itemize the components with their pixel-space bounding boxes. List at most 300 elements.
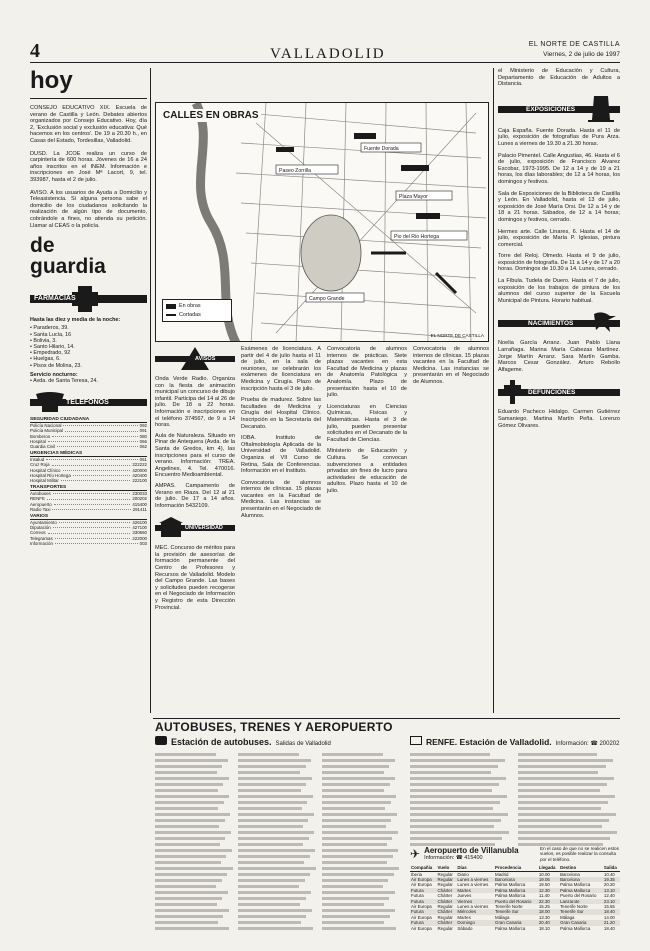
renfe-schedule-text [518,750,621,849]
map-label: Fuente Dorada [364,146,399,152]
schedule-line [322,879,389,882]
schedule-line [518,783,607,786]
phone-group-header: TRANSPORTES [30,485,147,491]
schedule-line [238,855,309,858]
schedule-line [518,753,598,756]
nocturno-label: Servicio nocturno: [30,371,78,378]
map-label: Campo Grande [309,296,345,302]
schedule-line [238,885,299,888]
flight-cell: Gran Canaria [494,920,538,925]
flight-cell: Tenerife Norte [495,904,523,910]
flight-cell: 18.40 [603,909,620,914]
farmacia-item: • Huelgas, 6. [30,356,61,363]
guardia-title: de guardia [30,234,106,279]
schedule-line [155,831,231,834]
flight-cell: 19.35 [603,877,620,882]
schedule-line [518,813,616,816]
exposicion-item: Caja España. Fuente Dorada. Hasta el 11 de julio, exposición de fotografías de Pura Arza. Lunes a viernes de 19.30 a 21.30 horas. [498,127,620,147]
flight-cell: 21.20 [603,920,620,925]
renfe-block [410,736,620,849]
phone-row: RENFE 200202 [30,496,147,502]
schedule-line [518,819,609,822]
flights-header-cell: Salida [603,865,620,871]
schedule-line [238,765,305,768]
airport-block [410,846,620,931]
flight-cell: Málaga [560,914,575,920]
map-credit: EL NORTE DE CASTILLA [430,332,484,338]
exposicion-item: Sala de Exposiciones de la Biblioteca de Castilla y León. En Valladolid, hasta el 13 de julio, exposición de José María Orsi. De 12 a 14 y de 18 a 21 horas. Sábados, de 12 a 14 horas; domingos y festivos, cerrado. [498,190,620,223]
map-legend [162,299,232,322]
renfe-title: RENFE. Estación de Valladolid. [426,737,552,747]
schedule-line [322,801,391,804]
phone-row: Telegramas 222000 [30,535,147,541]
renfe-schedule-columns [410,750,620,849]
schedule-line [322,897,389,900]
schedule-line [155,777,229,780]
flights-table [410,865,620,931]
schedule-line [155,813,230,816]
avisos-banner [155,346,235,372]
aviso-item: Aula de Naturaleza. Situado en Pinar de Antequera (Avda. de la Santa de Gredos, km 4), las inscripciones para el curso de verano. Información: TREA. Angelines, 4. Tel. 470016. Encuentro Medioambiental. [155,432,235,479]
university-item: Licenciaturas en Ciencias Químicas, Físicas y Matemáticas. Hasta el 3 de julio, pueden presentar solicitudes en el Decanato de la Facultad de Ciencias. [327,403,407,443]
schedule-line [238,753,299,756]
schedule-line [410,837,502,840]
phone-row: Cruz Roja 222222 [30,462,147,468]
bottom-headline: AUTOBUSES, TRENES Y AEROPUERTO [155,720,393,734]
schedule-line [322,825,386,828]
aviso-item: Onda Verde Radio. Organiza con la fiesta de animación municipal un concurso de dibujo infantil. Participa del 14 al 26 de julio. De 18 a 22 horas. Información e inscripciones en el teléfono 374567, de 9 a 14 horas. [155,376,235,429]
schedule-line [518,759,613,762]
schedule-line [518,837,610,840]
hoy-title: hoy [30,67,73,94]
renfe-schedule-text [410,750,513,849]
schedule-line [155,861,221,864]
flight-cell: Puerto del Rosario [494,899,538,904]
schedule-line [410,753,490,756]
flight-cell: 10.40 [603,871,615,877]
schedule-line [322,861,388,864]
renfe-heading [410,736,620,747]
schedule-line [155,867,233,870]
university-item: Exámenes de licenciatura. A partir del 4 de julio hasta el 11 de julio, en la sala de reuniones, se celebrarán los exámenes de licenciatura en Medicina y Cirugía. Plazo de inscripción hasta el 3 de julio. [241,346,321,392]
phone-row: Hospital Clínico 420000 [30,467,147,473]
phone-row: Información 003 [30,540,147,546]
page-number: 4 [30,40,40,62]
schedule-line [155,921,218,924]
universidad-label: UNIVERSIDAD [185,525,223,532]
exposicion-item: La Fíbula. Tudela de Duero. Hasta el 7 de julio, exposición de los trabajos de pintura de los alumnos del curso superior de la Escuela Municipal de Pintura. Horario habitual. [498,278,620,304]
phone-row: Policía Nacional 092 [30,423,147,429]
flight-cell: Palma Mallorca [560,925,591,931]
masthead-rule [30,62,620,63]
flight-cell: Air Europa [411,914,432,920]
flight-cell: Chárter [437,899,457,904]
schedule-line [322,903,384,906]
flight-cell: Air Europa [411,904,432,910]
schedule-line [518,765,606,768]
schedule-line [155,897,222,900]
schedule-line [238,879,305,882]
schedule-line [238,771,300,774]
schedule-line [410,801,500,804]
schedule-line [155,909,229,912]
schedule-line [155,837,225,840]
schedule-line [238,909,312,912]
schedule-line [322,915,390,918]
universidad-banner [155,513,235,541]
flight-cell: Regular [437,914,453,920]
schedule-line [238,873,310,876]
avisos-column [155,346,235,611]
defunciones-label: DEFUNCIONES [528,389,576,397]
avisos-label: AVISOS [195,356,216,362]
train-icon [410,736,422,745]
schedule-line [410,783,499,786]
flights-header-cell: Llegada [538,865,559,871]
university-item: IOBA. Instituto de Oftalmobiología Aplicada de la Universidad de Valladolid. Organiza el VII Curso de Retina, Sala de Conferencias. Información en el Instituto. [241,435,321,475]
schedule-line [238,759,311,762]
flight-cell: 10.00 [538,871,550,877]
flight-cell: Regular [437,904,453,910]
schedule-line [322,927,396,930]
flight-cell: Tenerife Sur [494,909,538,914]
flight-cell: Air Europa [411,925,432,931]
schedule-line [155,789,218,792]
flight-cell: Chárter [437,920,457,925]
exposicion-item: Palacio Pimentel. Calle Angustias, 46. Hasta el 6 de julio, exposición de Francisco Alvarez Escobar, 1973-1995. De 12 a 14 y de 19 a 21 horas, los días laborables; de 12 a 14 horas, los domingos y festivos. [498,152,620,185]
flight-cell: Futura [410,920,437,925]
schedule-line [410,759,505,762]
bus-schedule-columns [155,750,400,933]
phone-row: Bomberos 080 [30,433,147,439]
exposiciones-banner [498,94,620,124]
map-title: CALLES EN OBRAS [163,110,259,121]
schedule-line [155,879,222,882]
schedule-line [410,813,508,816]
schedule-line [322,867,400,870]
left-column [30,68,147,546]
bus-schedule-text [238,750,316,933]
schedule-line [322,759,395,762]
schedule-line [322,885,383,888]
schedule-line [322,909,396,912]
column-rule [493,68,494,713]
schedule-line [238,915,306,918]
closed-road-swatch [166,314,176,316]
airport-heading [410,846,620,862]
flight-row [410,926,620,931]
schedule-line [322,891,395,894]
schedule-line [155,795,229,798]
schedule-line [518,795,615,798]
bus-icon [155,736,167,745]
work-zone-swatch [166,304,176,309]
schedule-line [238,831,314,834]
schedule-line [155,765,222,768]
flight-cell: Tenerife Sur [559,909,603,914]
schedule-line [238,903,300,906]
schedule-line [518,789,600,792]
flight-cell: Palma Mallorca [495,882,526,888]
schedule-line [238,891,311,894]
schedule-line [518,777,614,780]
nacimientos-label: NACIMIENTOS [528,320,574,328]
flight-cell: Air Europa [410,877,437,882]
flight-cell: Martes [457,914,471,920]
flights-header-cell: Destino [559,865,603,871]
university-item: Ministerio de Educación y Cultura. Se convocan subvenciones a entidades privadas sin fines de lucro para actividades de educación de adultos. Plazo hasta el 10 de julio. [327,448,407,494]
schedule-line [322,807,385,810]
schedule-line [410,807,493,810]
farmacia-item: • Santa Lucía, 16 [30,331,72,338]
hoy-item: CONSEJO EDUCATIVO XIX. Escuela de verano de Castilla y León. Debates abiertos organizados por Consejo Educativo. Hoy, día 2, 'Exclusión social y exclusión educativa: Qué hacemos en los centros'. De 19 a 20.30 h., en Casas del Estado, Tordesillas, Valladolid. [30,105,147,144]
flight-cell: 12.30 [538,888,559,893]
street-map [155,102,489,342]
telefonos-label: TELÉFONOS [66,399,109,407]
flight-cell: 19.50 [538,882,550,888]
phone-row: Insalud 061 [30,457,147,463]
schedule-line [238,783,306,786]
university-column-2 [241,346,321,519]
flight-cell: Barcelona [494,877,538,882]
map-label: Pio del Rio Hortega [394,234,439,240]
flight-cell: Regular [437,877,457,882]
flight-cell: Lunes a viernes [456,877,494,882]
section-name: VALLADOLID [270,46,386,62]
schedule-line [238,849,315,852]
schedule-line [410,795,507,798]
schedule-line [238,897,305,900]
flight-cell: Futura [411,893,424,899]
aviso-item: AMPAS. Campamento de Verano en Riaza. Del 12 al 21 de julio. De 17 a 14 años. Información 5432109. [155,482,235,509]
flight-cell: Futura [410,909,437,914]
schedule-line [155,819,225,822]
nocturno-item: • Avda. de Santa Teresa, 24. [30,377,98,384]
flight-cell: Iberia [411,871,422,877]
schedule-line [518,825,602,828]
farmacias-intro: Hasta las diez y media de la noche: [30,317,121,324]
schedule-line [410,777,506,780]
filler-column [413,346,489,386]
universidad-intro: MEC. Concurso de méritos para la provisión de asesorías de formación permanente del Centro de Profesores y Recursos de Valladolid. Modelo del Campo Grande. Las bases y solicitudes pueden recogerse en el Negociado de Información y Registro de esta Dirección Provincial. [155,545,235,611]
flight-cell: Lunes a viernes [457,882,489,888]
flight-cell: Viernes [456,899,494,904]
schedule-line [155,801,224,804]
schedule-line [238,927,312,930]
schedule-line [322,795,396,798]
schedule-line [410,765,498,768]
university-item: Convocatoria de alumnos internos de prácticas. Siete plazas vacantes en esta Facultad de Medicina y plazas de Anatomía Patológica y Anatomía. Plazo de presentación hasta el 10 de julio. [327,346,407,399]
schedule-line [238,825,302,828]
exposiciones-label: EXPOSICIONES [526,105,576,113]
schedule-line [155,807,218,810]
flight-cell: Madrid [495,871,509,877]
phone-row: Aeropuerto 415400 [30,501,147,507]
schedule-line [155,855,226,858]
bottom-rule [153,718,620,719]
airport-phone: Información: ☎ 415400 [424,855,483,861]
flight-cell: 15.25 [538,904,550,910]
schedule-line [155,927,229,930]
airplane-icon: ✈ [410,846,421,861]
flight-cell: Regular [437,925,453,931]
university-column-3 [327,346,407,494]
flights-header-cell: Días [456,865,494,871]
phone-row: Autobuses 230033 [30,491,147,497]
flight-cell: 22.30 [538,899,559,904]
flights-header-cell: Compañía [410,865,437,871]
flight-row [410,893,620,898]
schedule-line [238,921,301,924]
university-item: Convocatoria de alumnos internos de clínicas. 15 plazas vacantes en la Facultad de Medicina. Las instancias se presentarán en el Negociado de Alumnos. [413,346,489,385]
schedule-line [155,891,228,894]
flight-cell: 13.30 [538,914,550,920]
schedule-line [155,843,220,846]
flights-header-cell: Procedencia [494,865,538,871]
flight-cell: Regular [437,871,453,877]
phone-row: Hospital Río Hortega 420400 [30,472,147,478]
farmacia-item: • Pisos de Molina, 23. [30,362,82,369]
schedule-line [322,837,392,840]
flight-cell: Chárter [437,909,457,914]
hoy-item: AVISO. A los usuarios de Ayuda a Domicilio y Teleasistencia. Si alguna persona sabe el domicilio de los ciudadanos solicitando la realización de algún tipo de documento, cobrándole a fines, no atienda su petición. Llamar al CEAS o la policía. [30,189,147,229]
schedule-line [410,771,491,774]
flight-cell: 12.40 [603,893,615,899]
airport-title: Aeropuerto de Villanubla [424,846,519,855]
university-item: Convocatoria de alumnos internos de clínicas. 15 plazas vacantes en la Facultad de Medicina. Las instancias se presentarán en el Negociado de Alumnos. [241,479,321,519]
flight-cell: Diario [457,871,469,877]
schedule-line [322,771,384,774]
airport-note: En el caso de que no se realicen estos vuelos, es posible realizar la consulta por el teléfono. [540,846,619,862]
schedule-line [518,807,601,810]
flight-cell: Martes [456,888,494,893]
schedule-line [238,837,308,840]
schedule-line [410,819,501,822]
phone-group-header: VARIOS [30,514,147,520]
farmacias-list [30,325,147,368]
flight-cell: Regular [437,882,453,888]
flight-cell: 23.10 [603,899,620,904]
schedule-line [238,819,308,822]
paper-name: EL NORTE DE CASTILLA [528,41,620,48]
flight-cell: 11.40 [538,893,550,899]
flight-cell: Palma Mallorca [560,882,591,888]
bus-title: Estación de autobuses. [171,737,272,747]
flight-cell: Jueves [457,893,472,899]
bus-station-block [155,736,400,933]
schedule-line [238,801,307,804]
nacimientos-banner [498,310,620,336]
schedule-line [155,783,223,786]
legend-item: Cortadas [166,312,228,318]
flight-cell: Málaga [495,914,510,920]
university-item: Prueba de madurez. Sobre las facultades de Medicina y Cirugía del Hospital Clínico. Inscripción en la Secretaría del Decanato. [241,397,321,430]
flight-cell: Lanzarote [559,899,603,904]
phone-row: Ayuntamiento 426100 [30,519,147,525]
schedule-line [322,831,398,834]
map-label: Plaza Mayor [399,194,428,200]
schedule-line [322,819,392,822]
farmacia-item: • Empedrado, 92 [30,350,71,357]
nacimientos-text: Noelia García Arranz. Juan Pablo Llana Larrañaga. Marina María Cabezas Martínez. Jorge Martín Arranz. Sara Martín Gamba. Marcos Cesar González. Arturo Rebollo Alfageme. [498,340,620,373]
phone-row: Hospital 066 [30,438,147,444]
defunciones-banner [498,379,620,405]
farmacia-item: • Santo Hilario, 14. [30,343,75,350]
schedule-line [322,873,394,876]
flight-cell: Palma Mallorca [495,893,526,899]
schedule-line [322,855,393,858]
schedule-line [238,777,312,780]
schedule-line [238,843,303,846]
schedule-line [322,843,387,846]
flight-cell: 15.55 [603,904,615,910]
right-intro: el Ministerio de Educación y Cultura, Departamento de Educación de Adultos a Distancia. [498,68,620,88]
phone-row: Correos 330660 [30,530,147,536]
schedule-line [155,825,219,828]
schedule-line [238,795,312,798]
flight-cell: Palma Mallorca [495,925,526,931]
hoy-item: DUSD. La JCOE realiza un curso de carpintería de 600 horas. Jóvenes de 16 a 24 años inscritos en el INEM. Información e inscripciones en José Mª Lacort, 9, tel. 393987, hasta el 2 de julio. [30,150,147,183]
schedule-line [322,813,397,816]
phone-group-header: SEGURIDAD CIUDADANA [30,417,147,423]
schedule-line [322,777,396,780]
schedule-line [322,753,383,756]
schedule-line [410,825,494,828]
schedule-line [238,861,304,864]
schedule-line [322,789,385,792]
flight-cell: Tenerife Norte [560,904,588,910]
flight-cell: Chárter [437,893,453,899]
flight-cell: Barcelona [560,871,580,877]
flight-cell: Palma Mallorca [494,888,538,893]
flight-cell: Lunes a viernes [457,904,489,910]
bus-schedule-text [155,750,233,933]
flight-cell: 18.40 [603,925,615,931]
flight-cell: Domingo [456,920,494,925]
schedule-line [155,849,232,852]
farmacias-banner [30,283,147,313]
schedule-line [155,873,227,876]
schedule-line [518,771,599,774]
telefonos-banner [30,390,147,414]
schedule-line [155,753,216,756]
flight-cell: Futura [410,899,437,904]
phone-row: Diputación 427100 [30,525,147,531]
schedule-line [155,885,216,888]
flights-header-cell: Vuelo [437,865,457,871]
schedule-line [155,903,217,906]
renfe-info: Información: ☎ 200202 [555,741,620,747]
flight-cell: Puerto del Rosario [560,893,597,899]
schedule-line [410,789,492,792]
schedule-line [238,813,313,816]
farmacia-item: • Paraderos, 39. [30,325,69,332]
phone-row: Guardia Civil 062 [30,443,147,449]
phone-row: Radio Taxi 291411 [30,506,147,512]
schedule-line [155,771,217,774]
phone-row: Hospital Militar 222100 [30,477,147,483]
flight-cell: Barcelona [559,877,603,882]
schedule-line [155,915,223,918]
flight-cell: Gran Canaria [559,920,603,925]
schedule-line [238,807,301,810]
schedule-line [322,765,389,768]
schedule-line [322,783,390,786]
exposicion-item: Hermes arte. Calle Linares, 6. Hasta el 14 de julio, exposición de María P. Iglesias, pintura comercial. [498,228,620,248]
phone-row: Policía Municipal 091 [30,428,147,434]
issue-date: Viernes, 2 de julio de 1997 [543,51,620,58]
flight-cell: Palma Mallorca [559,888,603,893]
